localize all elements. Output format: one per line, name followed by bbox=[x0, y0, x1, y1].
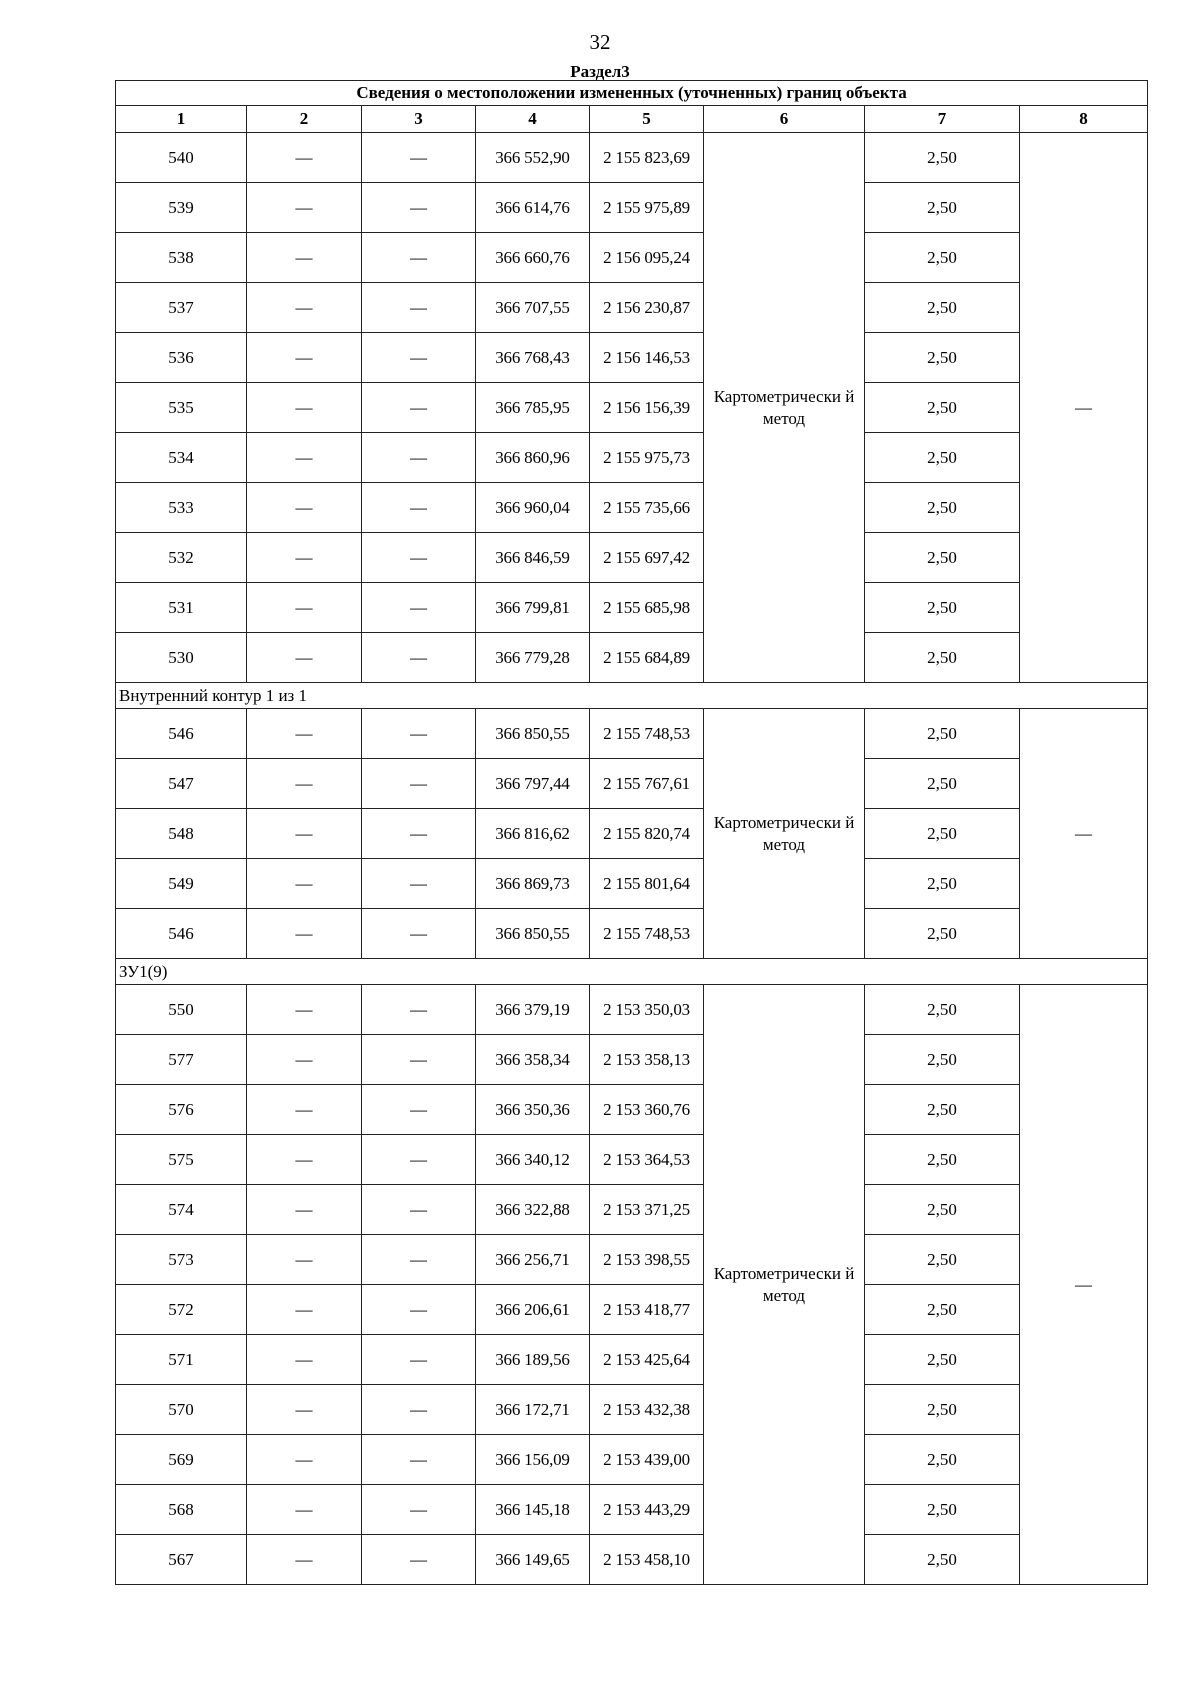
col2-value: — bbox=[247, 283, 362, 333]
point-number: 571 bbox=[116, 1335, 247, 1385]
col8-value: — bbox=[1020, 709, 1148, 959]
contour-label: ЗУ1(9) bbox=[116, 959, 1148, 985]
column-number: 7 bbox=[865, 106, 1020, 133]
col2-value: — bbox=[247, 1335, 362, 1385]
point-number: 574 bbox=[116, 1185, 247, 1235]
y-coordinate: 2 155 748,53 bbox=[590, 709, 704, 759]
table-row bbox=[116, 1535, 1148, 1585]
table-row bbox=[116, 583, 1148, 633]
table-row bbox=[116, 759, 1148, 809]
col8-value: — bbox=[1020, 133, 1148, 683]
col2-value: — bbox=[247, 483, 362, 533]
col3-value: — bbox=[362, 1485, 476, 1535]
col2-value: — bbox=[247, 333, 362, 383]
point-number: 550 bbox=[116, 985, 247, 1035]
table-row bbox=[116, 1085, 1148, 1135]
x-coordinate: 366 256,71 bbox=[476, 1235, 590, 1285]
accuracy-value: 2,50 bbox=[865, 1035, 1020, 1085]
y-coordinate: 2 156 146,53 bbox=[590, 333, 704, 383]
point-number: 549 bbox=[116, 859, 247, 909]
column-number: 1 bbox=[116, 106, 247, 133]
accuracy-value: 2,50 bbox=[865, 1085, 1020, 1135]
contour-label: Внутренний контур 1 из 1 bbox=[116, 683, 1148, 709]
table-row bbox=[116, 1435, 1148, 1485]
method-cell: Картометрически й метод bbox=[704, 133, 865, 683]
x-coordinate: 366 797,44 bbox=[476, 759, 590, 809]
point-number: 535 bbox=[116, 383, 247, 433]
point-number: 548 bbox=[116, 809, 247, 859]
point-number: 575 bbox=[116, 1135, 247, 1185]
point-number: 532 bbox=[116, 533, 247, 583]
x-coordinate: 366 340,12 bbox=[476, 1135, 590, 1185]
table-row bbox=[116, 283, 1148, 333]
accuracy-value: 2,50 bbox=[865, 283, 1020, 333]
table-row bbox=[116, 1185, 1148, 1235]
col3-value: — bbox=[362, 1035, 476, 1085]
x-coordinate: 366 156,09 bbox=[476, 1435, 590, 1485]
table-row bbox=[116, 1135, 1148, 1185]
method-cell: Картометрически й метод bbox=[704, 985, 865, 1585]
point-number: 534 bbox=[116, 433, 247, 483]
contour-label-row bbox=[116, 959, 1148, 985]
accuracy-value: 2,50 bbox=[865, 383, 1020, 433]
x-coordinate: 366 850,55 bbox=[476, 709, 590, 759]
accuracy-value: 2,50 bbox=[865, 233, 1020, 283]
col3-value: — bbox=[362, 633, 476, 683]
y-coordinate: 2 153 432,38 bbox=[590, 1385, 704, 1435]
point-number: 572 bbox=[116, 1285, 247, 1335]
col3-value: — bbox=[362, 433, 476, 483]
y-coordinate: 2 153 358,13 bbox=[590, 1035, 704, 1085]
col2-value: — bbox=[247, 985, 362, 1035]
y-coordinate: 2 153 360,76 bbox=[590, 1085, 704, 1135]
col2-value: — bbox=[247, 183, 362, 233]
col2-value: — bbox=[247, 809, 362, 859]
col8-value: — bbox=[1020, 985, 1148, 1585]
accuracy-value: 2,50 bbox=[865, 333, 1020, 383]
table-row bbox=[116, 1385, 1148, 1435]
accuracy-value: 2,50 bbox=[865, 909, 1020, 959]
col3-value: — bbox=[362, 133, 476, 183]
accuracy-value: 2,50 bbox=[865, 583, 1020, 633]
col3-value: — bbox=[362, 233, 476, 283]
col2-value: — bbox=[247, 383, 362, 433]
col2-value: — bbox=[247, 1235, 362, 1285]
column-number: 5 bbox=[590, 106, 704, 133]
col3-value: — bbox=[362, 859, 476, 909]
x-coordinate: 366 145,18 bbox=[476, 1485, 590, 1535]
y-coordinate: 2 156 230,87 bbox=[590, 283, 704, 333]
col3-value: — bbox=[362, 1435, 476, 1485]
col3-value: — bbox=[362, 1135, 476, 1185]
y-coordinate: 2 155 735,66 bbox=[590, 483, 704, 533]
x-coordinate: 366 614,76 bbox=[476, 183, 590, 233]
y-coordinate: 2 155 823,69 bbox=[590, 133, 704, 183]
y-coordinate: 2 153 398,55 bbox=[590, 1235, 704, 1285]
x-coordinate: 366 350,36 bbox=[476, 1085, 590, 1135]
table-caption-row bbox=[116, 81, 1148, 106]
col2-value: — bbox=[247, 433, 362, 483]
accuracy-value: 2,50 bbox=[865, 759, 1020, 809]
table-row bbox=[116, 809, 1148, 859]
col2-value: — bbox=[247, 1135, 362, 1185]
col3-value: — bbox=[362, 1235, 476, 1285]
point-number: 567 bbox=[116, 1535, 247, 1585]
y-coordinate: 2 155 820,74 bbox=[590, 809, 704, 859]
y-coordinate: 2 153 371,25 bbox=[590, 1185, 704, 1235]
x-coordinate: 366 816,62 bbox=[476, 809, 590, 859]
y-coordinate: 2 156 095,24 bbox=[590, 233, 704, 283]
y-coordinate: 2 155 697,42 bbox=[590, 533, 704, 583]
col3-value: — bbox=[362, 1085, 476, 1135]
col2-value: — bbox=[247, 633, 362, 683]
column-number: 2 bbox=[247, 106, 362, 133]
x-coordinate: 366 552,90 bbox=[476, 133, 590, 183]
col3-value: — bbox=[362, 709, 476, 759]
col3-value: — bbox=[362, 1185, 476, 1235]
point-number: 546 bbox=[116, 709, 247, 759]
point-number: 530 bbox=[116, 633, 247, 683]
x-coordinate: 366 850,55 bbox=[476, 909, 590, 959]
x-coordinate: 366 779,28 bbox=[476, 633, 590, 683]
x-coordinate: 366 172,71 bbox=[476, 1385, 590, 1435]
boundaries-table bbox=[115, 80, 1148, 1585]
table-body bbox=[116, 81, 1148, 1585]
col3-value: — bbox=[362, 1385, 476, 1435]
col2-value: — bbox=[247, 1035, 362, 1085]
column-number: 8 bbox=[1020, 106, 1148, 133]
table-row bbox=[116, 483, 1148, 533]
x-coordinate: 366 785,95 bbox=[476, 383, 590, 433]
table-row bbox=[116, 1335, 1148, 1385]
point-number: 536 bbox=[116, 333, 247, 383]
accuracy-value: 2,50 bbox=[865, 133, 1020, 183]
y-coordinate: 2 155 801,64 bbox=[590, 859, 704, 909]
accuracy-value: 2,50 bbox=[865, 1185, 1020, 1235]
col2-value: — bbox=[247, 1435, 362, 1485]
y-coordinate: 2 155 975,89 bbox=[590, 183, 704, 233]
col2-value: — bbox=[247, 1535, 362, 1585]
column-number: 4 bbox=[476, 106, 590, 133]
col2-value: — bbox=[247, 1485, 362, 1535]
accuracy-value: 2,50 bbox=[865, 633, 1020, 683]
x-coordinate: 366 358,34 bbox=[476, 1035, 590, 1085]
table-row bbox=[116, 909, 1148, 959]
x-coordinate: 366 846,59 bbox=[476, 533, 590, 583]
col3-value: — bbox=[362, 809, 476, 859]
accuracy-value: 2,50 bbox=[865, 1335, 1020, 1385]
col2-value: — bbox=[247, 133, 362, 183]
table-row bbox=[116, 333, 1148, 383]
x-coordinate: 366 768,43 bbox=[476, 333, 590, 383]
col3-value: — bbox=[362, 1335, 476, 1385]
col3-value: — bbox=[362, 759, 476, 809]
table-row bbox=[116, 233, 1148, 283]
accuracy-value: 2,50 bbox=[865, 1285, 1020, 1335]
col3-value: — bbox=[362, 1285, 476, 1335]
col3-value: — bbox=[362, 383, 476, 433]
table-row bbox=[116, 133, 1148, 183]
table-row bbox=[116, 533, 1148, 583]
x-coordinate: 366 379,19 bbox=[476, 985, 590, 1035]
accuracy-value: 2,50 bbox=[865, 985, 1020, 1035]
accuracy-value: 2,50 bbox=[865, 709, 1020, 759]
point-number: 533 bbox=[116, 483, 247, 533]
y-coordinate: 2 153 443,29 bbox=[590, 1485, 704, 1535]
y-coordinate: 2 155 767,61 bbox=[590, 759, 704, 809]
accuracy-value: 2,50 bbox=[865, 809, 1020, 859]
table-row bbox=[116, 633, 1148, 683]
x-coordinate: 366 707,55 bbox=[476, 283, 590, 333]
point-number: 569 bbox=[116, 1435, 247, 1485]
col3-value: — bbox=[362, 1535, 476, 1585]
column-numbers-row bbox=[116, 106, 1148, 133]
y-coordinate: 2 156 156,39 bbox=[590, 383, 704, 433]
method-cell: Картометрически й метод bbox=[704, 709, 865, 959]
table-row bbox=[116, 1285, 1148, 1335]
y-coordinate: 2 153 364,53 bbox=[590, 1135, 704, 1185]
col3-value: — bbox=[362, 985, 476, 1035]
point-number: 577 bbox=[116, 1035, 247, 1085]
y-coordinate: 2 153 458,10 bbox=[590, 1535, 704, 1585]
point-number: 531 bbox=[116, 583, 247, 633]
table-row bbox=[116, 859, 1148, 909]
accuracy-value: 2,50 bbox=[865, 1385, 1020, 1435]
col2-value: — bbox=[247, 1385, 362, 1435]
y-coordinate: 2 155 684,89 bbox=[590, 633, 704, 683]
contour-label-row bbox=[116, 683, 1148, 709]
point-number: 537 bbox=[116, 283, 247, 333]
table-row bbox=[116, 1235, 1148, 1285]
col3-value: — bbox=[362, 183, 476, 233]
table-row bbox=[116, 433, 1148, 483]
x-coordinate: 366 960,04 bbox=[476, 483, 590, 533]
x-coordinate: 366 206,61 bbox=[476, 1285, 590, 1335]
accuracy-value: 2,50 bbox=[865, 433, 1020, 483]
point-number: 568 bbox=[116, 1485, 247, 1535]
point-number: 547 bbox=[116, 759, 247, 809]
x-coordinate: 366 860,96 bbox=[476, 433, 590, 483]
col3-value: — bbox=[362, 909, 476, 959]
col2-value: — bbox=[247, 533, 362, 583]
column-number: 6 bbox=[704, 106, 865, 133]
point-number: 538 bbox=[116, 233, 247, 283]
table-row bbox=[116, 383, 1148, 433]
col3-value: — bbox=[362, 333, 476, 383]
point-number: 570 bbox=[116, 1385, 247, 1435]
col3-value: — bbox=[362, 583, 476, 633]
col2-value: — bbox=[247, 709, 362, 759]
x-coordinate: 366 869,73 bbox=[476, 859, 590, 909]
table-row bbox=[116, 985, 1148, 1035]
y-coordinate: 2 153 350,03 bbox=[590, 985, 704, 1035]
table-row bbox=[116, 1035, 1148, 1085]
accuracy-value: 2,50 bbox=[865, 1435, 1020, 1485]
page-number: 32 bbox=[589, 30, 611, 54]
table-caption: Сведения о местоположении измененных (уточненных) границ объекта bbox=[116, 81, 1148, 106]
y-coordinate: 2 153 425,64 bbox=[590, 1335, 704, 1385]
col2-value: — bbox=[247, 909, 362, 959]
col3-value: — bbox=[362, 283, 476, 333]
col2-value: — bbox=[247, 859, 362, 909]
table-row bbox=[116, 183, 1148, 233]
col2-value: — bbox=[247, 583, 362, 633]
table-row bbox=[116, 709, 1148, 759]
point-number: 540 bbox=[116, 133, 247, 183]
section-title: Раздел3 bbox=[570, 62, 630, 81]
column-number: 3 bbox=[362, 106, 476, 133]
x-coordinate: 366 189,56 bbox=[476, 1335, 590, 1385]
point-number: 576 bbox=[116, 1085, 247, 1135]
y-coordinate: 2 153 439,00 bbox=[590, 1435, 704, 1485]
accuracy-value: 2,50 bbox=[865, 859, 1020, 909]
col3-value: — bbox=[362, 483, 476, 533]
col2-value: — bbox=[247, 1285, 362, 1335]
table-row bbox=[116, 1485, 1148, 1535]
point-number: 539 bbox=[116, 183, 247, 233]
x-coordinate: 366 799,81 bbox=[476, 583, 590, 633]
y-coordinate: 2 155 685,98 bbox=[590, 583, 704, 633]
accuracy-value: 2,50 bbox=[865, 483, 1020, 533]
col2-value: — bbox=[247, 1085, 362, 1135]
accuracy-value: 2,50 bbox=[865, 183, 1020, 233]
accuracy-value: 2,50 bbox=[865, 1235, 1020, 1285]
col2-value: — bbox=[247, 1185, 362, 1235]
x-coordinate: 366 660,76 bbox=[476, 233, 590, 283]
y-coordinate: 2 155 748,53 bbox=[590, 909, 704, 959]
x-coordinate: 366 322,88 bbox=[476, 1185, 590, 1235]
accuracy-value: 2,50 bbox=[865, 1135, 1020, 1185]
accuracy-value: 2,50 bbox=[865, 1485, 1020, 1535]
y-coordinate: 2 155 975,73 bbox=[590, 433, 704, 483]
col2-value: — bbox=[247, 759, 362, 809]
point-number: 573 bbox=[116, 1235, 247, 1285]
point-number: 546 bbox=[116, 909, 247, 959]
accuracy-value: 2,50 bbox=[865, 1535, 1020, 1585]
x-coordinate: 366 149,65 bbox=[476, 1535, 590, 1585]
accuracy-value: 2,50 bbox=[865, 533, 1020, 583]
col2-value: — bbox=[247, 233, 362, 283]
y-coordinate: 2 153 418,77 bbox=[590, 1285, 704, 1335]
col3-value: — bbox=[362, 533, 476, 583]
